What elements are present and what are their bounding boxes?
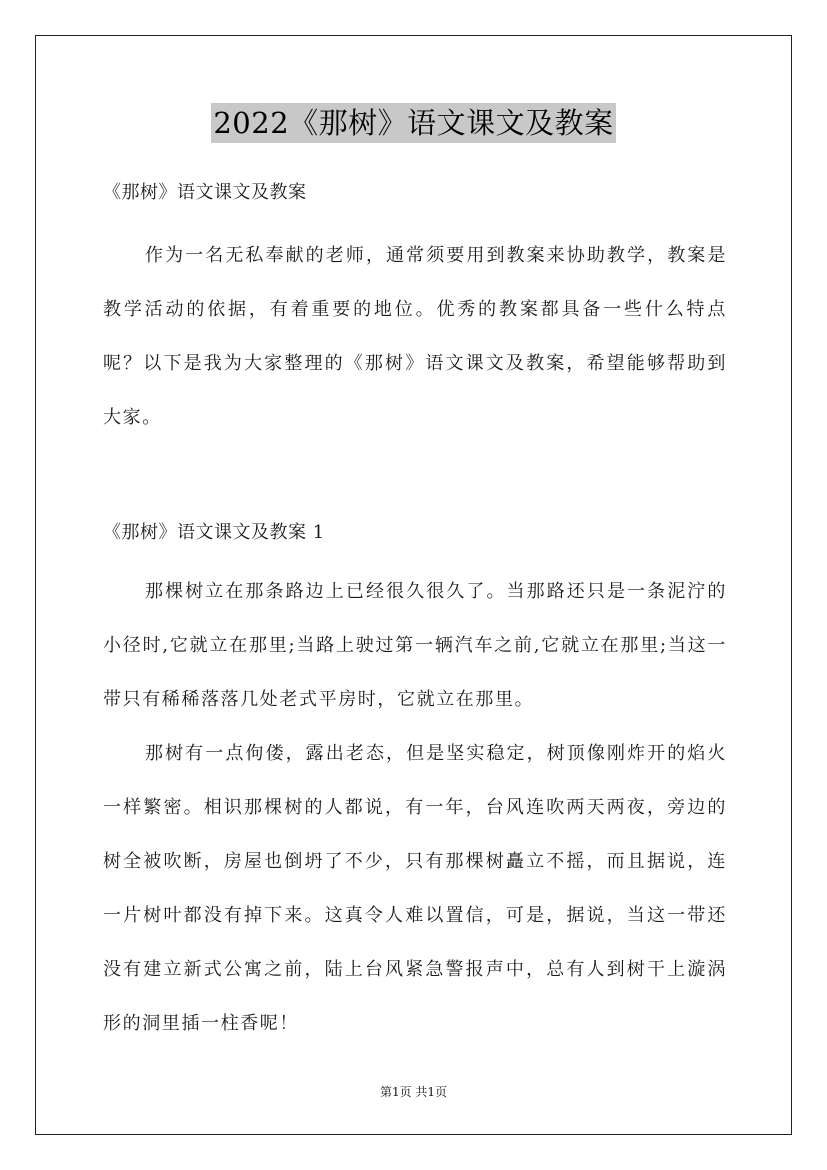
document-body <box>103 175 727 1051</box>
title-container <box>0 103 827 143</box>
document-title: 2022《那树》语文课文及教案 <box>211 103 615 143</box>
body-paragraph-1: 那棵树立在那条路边上已经很久很久了。当那路还只是一条泥泞的小径时,它就立在那里;当路上驶过第一辆汽车之前,它就立在那里;当这一带只有稀稀落落几处老式平房时，它就立在那里。 <box>103 581 727 710</box>
lesson-subheading: 《那树》语文课文及教案 1 <box>103 522 325 543</box>
body-paragraph-2: 那树有一点佝偻，露出老态，但是坚实稳定，树顶像刚炸开的焰火一样繁密。相识那棵树的人都说，有一年，台风连吹两天两夜，旁边的树全被吹断，房屋也倒坍了不少，只有那棵树矗立不摇，而且据说，连一片树叶都没有掉下来。这真令人难以置信，可是，据说，当这一带还没有建立新式公寓之前，陆上台风紧急警报声中，总有人到树干上漩涡形的洞里插一柱香呢！ <box>103 743 727 1034</box>
intro-paragraph: 作为一名无私奉献的老师，通常须要用到教案来协助教学，教案是教学活动的依据，有着重要的地位。优秀的教案都具备一些什么特点呢？以下是我为大家整理的《那树》语文课文及教案，希望能够帮助到大家。 <box>103 245 727 428</box>
page-footer: 第1页 共1页 <box>379 1085 448 1099</box>
section-heading: 《那树》语文课文及教案 <box>103 182 307 203</box>
